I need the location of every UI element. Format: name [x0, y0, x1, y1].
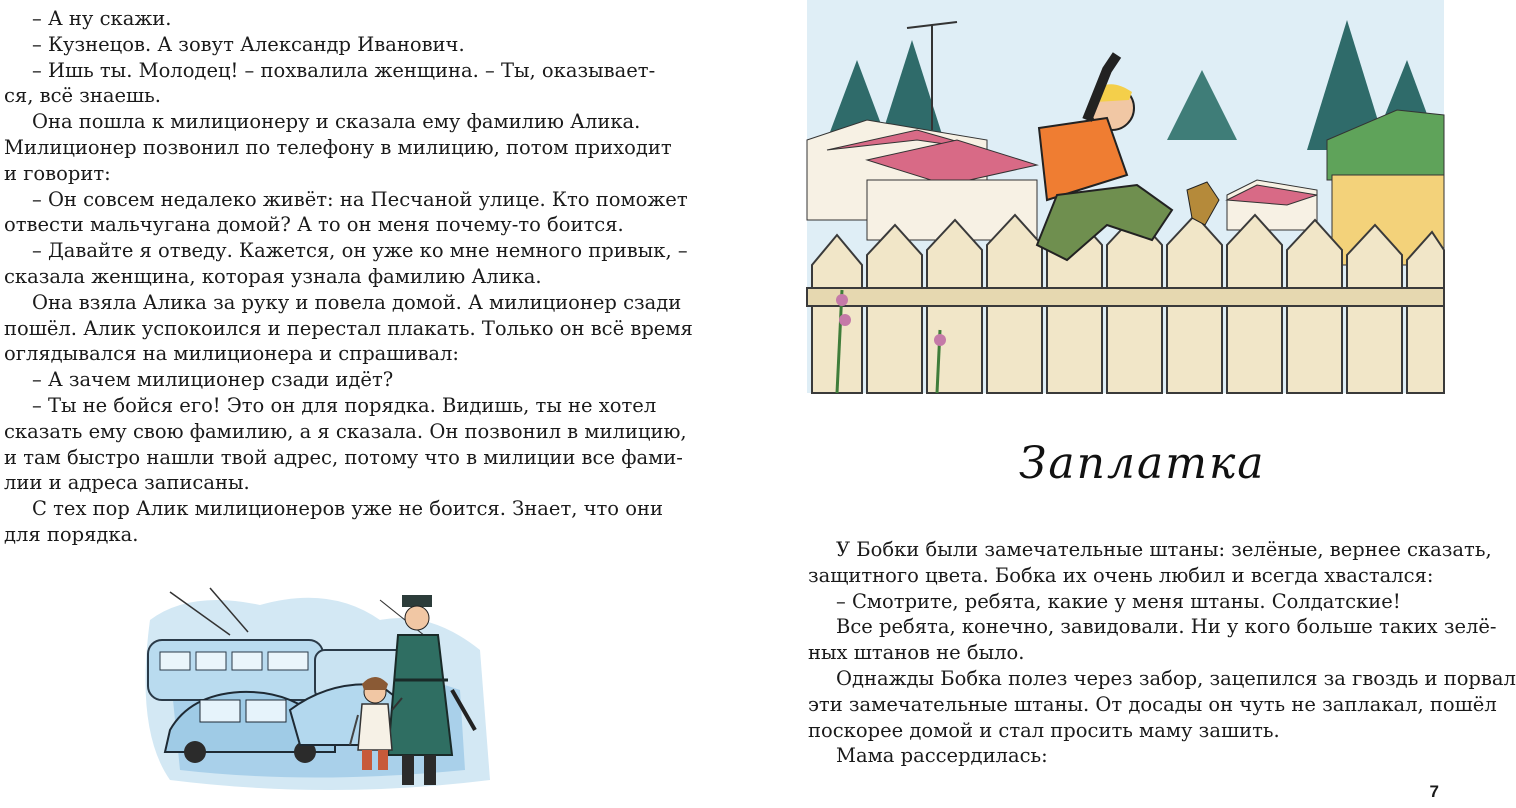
page-number: 7	[1429, 782, 1439, 801]
text-line: отвести мальчугана домой? А то он меня почему-то боится.	[4, 213, 624, 237]
text-line: оглядывался на милиционера и спрашивал:	[4, 342, 459, 366]
text-line: Она пошла к милиционеру и сказала ему фамилию Алика.	[32, 110, 641, 134]
street-scene-icon	[130, 580, 500, 802]
policeman-and-child-illustration	[130, 580, 500, 802]
text-line: – Он совсем недалеко живёт: на Песчаной улице. Кто поможет	[32, 187, 688, 211]
text-line: пошёл. Алик успокоился и перестал плакать. Только он всё время	[4, 316, 693, 340]
text-line: лии и адреса записаны.	[4, 471, 250, 495]
right-page-text	[808, 537, 1516, 769]
text-line: для порядка.	[4, 522, 139, 546]
text-line: – Давайте я отведу. Кажется, он уже ко мне немного привык, –	[32, 239, 688, 263]
text-line: Она взяла Алика за руку и повела домой. А милиционер сзади	[32, 290, 682, 314]
text-line: – Ишь ты. Молодец! – похвалила женщина. – Ты, оказывает-	[32, 58, 656, 82]
right-page	[722, 0, 1516, 808]
text-line: защитного цвета. Бобка их очень любил и всегда хвастался:	[808, 563, 1434, 587]
left-page-text	[4, 6, 693, 548]
left-page	[0, 0, 722, 808]
text-line: – А ну скажи.	[32, 7, 172, 30]
chapter-title: Заплатка	[1019, 438, 1266, 489]
text-line: – А зачем милиционер сзади идёт?	[32, 368, 394, 392]
boy-climbing-fence-illustration	[807, 0, 1444, 393]
text-line: и там быстро нашли твой адрес, потому что в милиции все фами-	[4, 445, 683, 469]
text-line: У Бобки были замечательные штаны: зелёные, вернее сказать,	[836, 538, 1492, 561]
text-line: – Кузнецов. А зовут Александр Иванович.	[32, 32, 465, 56]
text-line: Мама рассердилась:	[836, 744, 1048, 768]
text-line: ся, всё знаешь.	[4, 84, 161, 108]
text-line: сказала женщина, которая узнала фамилию Алика.	[4, 264, 542, 288]
text-line: Милиционер позвонил по телефону в милицию, потом приходит	[4, 135, 672, 159]
text-line: и говорит:	[4, 161, 111, 185]
text-line: Все ребята, конечно, завидовали. Ни у кого больше таких зелё-	[836, 615, 1497, 639]
text-line: поскорее домой и стал просить маму зашить.	[808, 718, 1280, 742]
text-line: С тех пор Алик милиционеров уже не боится. Знает, что они	[32, 497, 663, 521]
text-line: – Смотрите, ребята, какие у меня штаны. Солдатские!	[836, 589, 1401, 613]
text-line: – Ты не бойся его! Это он для порядка. Видишь, ты не хотел	[32, 393, 657, 417]
text-line: сказать ему свою фамилию, а я сказала. Он позвонил в милицию,	[4, 419, 687, 443]
text-line: эти замечательные штаны. От досады он чуть не заплакал, пошёл	[808, 692, 1497, 716]
text-line: Однажды Бобка полез через забор, зацепился за гвоздь и порвал	[836, 666, 1516, 690]
fence-scene-icon	[807, 0, 1444, 393]
text-line: ных штанов не было.	[808, 641, 1025, 665]
